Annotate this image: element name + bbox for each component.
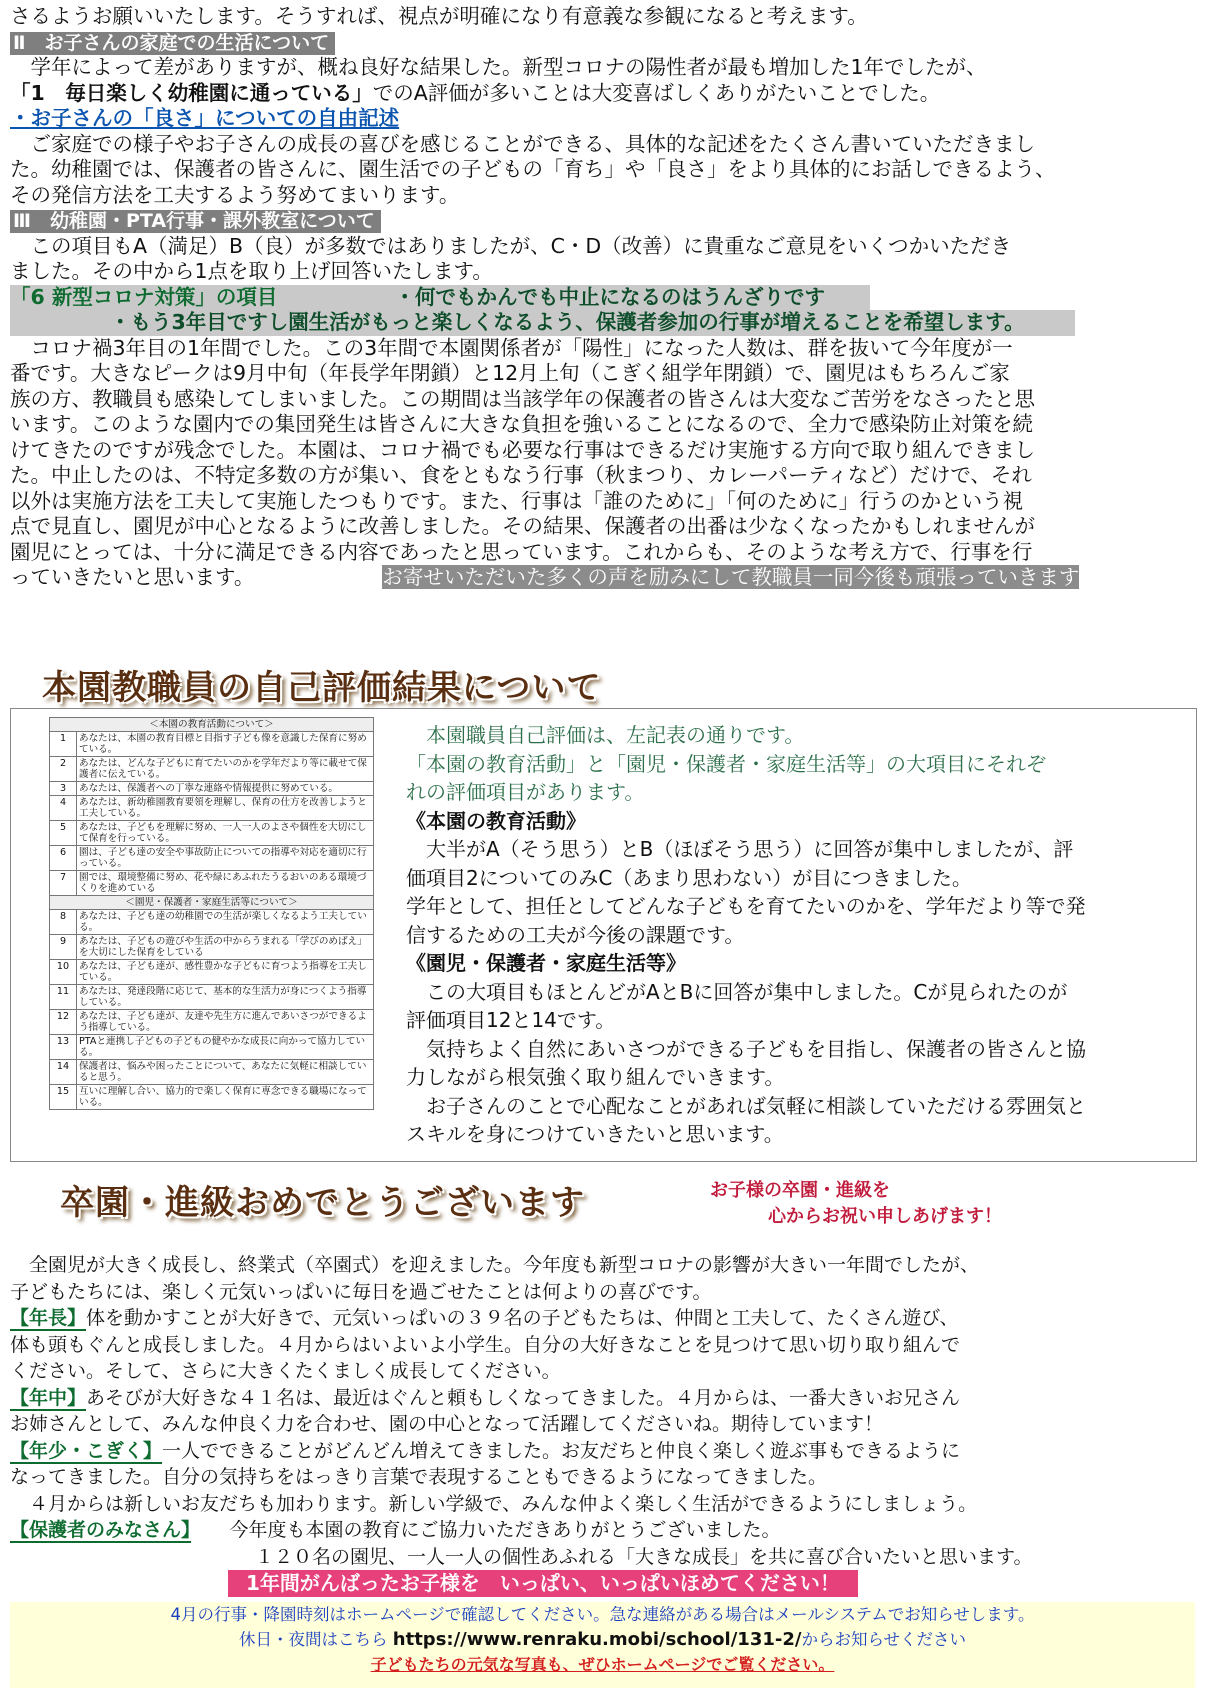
table-row: 6 園は、子ども達の安全や事故防止についての指導や対応を適切に行っている。 <box>50 846 374 871</box>
evaluation-report-section <box>10 4 1195 591</box>
corona-line1: コロナ禍3年目の1年間でした。この3年間で本園関係者が「陽性」になった人数は、群を抜いて今年度が一 <box>10 335 1013 360</box>
corona-line2: 番です。大きなピークは9月中旬（年長学年閉鎖）と12月上旬（こぎく組学年閉鎖）で、園児はもちろんご家 <box>10 361 1010 385</box>
table-row: 14 保護者は、悩みや困ったことについて、あなたに気軽に相談していると思う。 <box>50 1060 374 1085</box>
section2-heading: Ⅱ お子さんの家庭での生活について <box>10 32 335 55</box>
self-eval-text: 本園職員自己評価は、左記表の通りです。 「本園の教育活動」と「園児・保護者・家庭生活等」の大項目にそれぞ れの評価項目があります。 《本園の教育活動》 大半がA（そう思う）とB（ほぼそう思う）に回答が集中しましたが、評 価項目2についてのみC（あまり思わない）が目につきました。 学年として、担任としてどんな子どもを育てたいのかを、学年だより等で発 信するための工夫が今後の課題です。 《園児・保護者・家庭生活等》 この大項目もほとんどがAとBに回答が集中しました。Cが見られたのが 評価項目12と14です。 気持ちよく自然にあいさつができる子どもを目指し、保護者の皆さんと協 力しながら根気強く取り組んでいきます。 お子さんのことで心配なことがあれば気軽に相談していただける雰囲気と スキルを身につけていきたいと思います。 <box>406 721 1196 1149</box>
section3-line1: この項目もA（満足）B（良）が多数ではありましたが、C・D（改善）に貴重なご意見をいくつかいただき <box>10 233 1012 258</box>
corona-line6: た。中止したのは、不特定多数の方が集い、食をともなう行事（秋まつり、カレーパーティなど）だけで、それ <box>10 463 1032 487</box>
praise-banner: 1年間がんばったお子様を いっぱい、いっぱいほめてください！ <box>228 1570 858 1597</box>
table-row: 3 あなたは、保護者への丁寧な連絡や情報提供に努めている。 <box>50 782 374 796</box>
section2-line2: 「1 毎日楽しく幼稚園に通っている」でのA評価が多いことは大変喜ばしくありがたいことでした。 <box>10 80 941 105</box>
section3-line2: ました。その中から1点を取り上げ回答いたします。 <box>10 259 493 283</box>
congrats-side-message: お子様の卒園・進級を 心からお祝い申しあげます！ <box>710 1180 1002 1227</box>
table-row: 10 あなたは、子ども達が、感性豊かな子どもに育つよう指導を工夫している。 <box>50 960 374 985</box>
corona-line9: 園児にとっては、十分に満足できる内容であったと思っています。これからも、そのような考え方で、行事を行 <box>10 539 1033 564</box>
table-row: 7 園では、環境整備に努め、花や緑にあふれたうるおいのある環境づくりを進めている <box>50 871 374 896</box>
table-header-a: ＜本園の教育活動について＞ <box>50 718 374 732</box>
table-row: 4 あなたは、新幼稚園教育要領を理解し、保育の仕方を改善しようと工夫している。 <box>50 796 374 821</box>
table-row: 5 あなたは、子どもを理解に努め、一人一人のよさや個性を大切にして保育を行っている。 <box>50 821 374 846</box>
congrats-body: 全園児が大きく成長し、終業式（卒園式）を迎えました。今年度も新型コロナの影響が大きい一年間でしたが、 子どもたちには、楽しく元気いっぱいに毎日を過ごせたことは何よりの喜びです。 【年長】体を動かすことが大好きで、元気いっぱいの３９名の子どもたちは、仲間と工夫して、たくさん遊び、 体も頭もぐんと成長しました。４月からはいよいよ小学生。自分の大好きなことを見つけて思い切り取り組んで ください。そして、さらに大きくたくましく成長してください。 【年中】あそびが大好きな４１名は、最近はぐんと頼もしくなってきました。４月からは、一番大きいお兄さん お姉さんとして、みんな仲良く力を合わせ、園の中心となって活躍してくださいね。期待しています！ 【年少・こぎく】一人でできることがどんどん増えてきました。お友だちと仲良く楽しく遊ぶ事もできるように なってきました。自分の気持ちをはっきり言葉で表現することもできるようになってきました。 ４月からは新しいお友だちも加わります。新しい学級で、みんな仲よく楽しく生活ができるようにしましょう。 【保護者のみなさん】 今年度も本園の教育にご協力いただきありがとうございました。 １２０名の園児、一人一人の個性あふれる「大きな成長」を共に喜び合いたいと思います。 1年間がんばったお子様を いっぱい、いっぱいほめてください！ <box>10 1254 1033 1595</box>
table-header-b: ＜園児・保護者・家庭生活等について＞ <box>50 896 374 910</box>
free-text-heading: ・お子さんの「良さ」についての自由記述 <box>10 106 400 130</box>
corona-line5: けてきたのですが残念でした。本園は、コロナ禍でも必要な行事はできるだけ実施する方向で取り組んできまし <box>10 437 1035 462</box>
corona-line8: 点で見直し、園児が中心となるように改善しました。その結果、保護者の出番は少なくなったかもしれませんが <box>10 514 1035 538</box>
free-text-line1: ご家庭での様子やお子さんの成長の喜びを感じることができる、具体的な記述をたくさん書いていただきまし <box>10 131 1035 156</box>
tag-nencho: 【年長】 <box>10 1307 87 1329</box>
heading-children-parents: 《園児・保護者・家庭生活等》 <box>406 951 686 975</box>
table-row: 2 あなたは、どんな子どもに育てたいのかを学年だより等に載せて保護者に伝えている。 <box>50 757 374 782</box>
renraku-url-link[interactable]: https://www.renraku.mobi/school/131-2/ <box>392 1629 802 1650</box>
tag-nenchu: 【年中】 <box>10 1386 87 1409</box>
table-row: 1 あなたは、本園の教育目標と目指す子ども像を意識した保育に努めている。 <box>50 732 374 757</box>
free-text-line2: た。幼稚園では、保護者の皆さんに、園生活での子どもの「育ち」や「良さ」をより具体的にお話しできるよう、 <box>10 157 1056 181</box>
item6-band <box>10 285 870 311</box>
item6-opinion2: ・もう3年目ですし園生活がもっと楽しくなるよう、保護者参加の行事が増えることを希望します。 <box>10 310 1075 336</box>
corona-closing: お寄せいただいた多くの声を励みにして教職員一同今後も頑張っていきます <box>382 565 1080 589</box>
intro-line: さるようお願いいたします。そうすれば、視点が明確になり有意義な参観になると考えます。 <box>10 4 868 28</box>
self-eval-box <box>10 708 1197 1162</box>
congrats-banner: 卒園・進級おめでとうございます <box>60 1183 585 1223</box>
corona-line4: います。このような園内での集団発生は皆さんに大きな負担を強いることになるので、全力で感染防止対策を続 <box>10 412 1033 436</box>
free-text-line3: その発信方法を工夫するよう努めてまいります。 <box>10 182 460 207</box>
tag-parents: 【保護者のみなさん】 <box>10 1519 191 1541</box>
table-row: 8 あなたは、子ども達の幼稚園での生活が楽しくなるよう工夫している。 <box>50 910 374 935</box>
heading-education: 《本園の教育活動》 <box>406 808 586 833</box>
table-row: 12 あなたは、子ども達が、友達や先生方に進んであいさつができるよう指導している。 <box>50 1010 374 1035</box>
item6-label: 「6 新型コロナ対策」の項目 <box>10 284 278 309</box>
table-row: 9 あなたは、子どもの遊びや生活の中からうまれる「学びのめばえ」を大切にした保育をしている <box>50 935 374 960</box>
item6-opinion1: ・何でもかんでも中止になるのはうんざりです <box>394 284 826 309</box>
self-eval-table <box>49 717 374 1110</box>
section2-line1: 学年によって差がありますが、概ね良好な結果した。新型コロナの陽性者が最も増加した1年でしたが、 <box>10 55 987 79</box>
table-row: 13 PTAと連携し子どもの子どもの健やかな成長に向かって協力している。 <box>50 1035 374 1060</box>
footer-notice: 4月の行事・降園時刻はホームページで確認してください。急な連絡がある場合はメールシステムでお知らせします。 休日・夜間はこちら https://www.renraku.mobi/school/131-2/からお知らせください 子どもたちの元気な写真も、ぜひホームページでご覧ください。 <box>10 1602 1195 1688</box>
tag-nensho: 【年少・こぎく】 <box>10 1439 163 1462</box>
corona-line7: 以外は実施方法を工夫して実施したつもりです。また、行事は「誰のために」「何のために」行うのかという視 <box>10 488 1024 513</box>
self-eval-banner: 本園教職員の自己評価結果について <box>42 668 602 708</box>
corona-line10: っていきたいと思います。 お寄せいただいた多くの声を励みにして教職員一同今後も頑張っていきます <box>10 565 1080 589</box>
item1-label: 「1 毎日楽しく幼稚園に通っている」 <box>10 80 373 105</box>
corona-line3: 族の方、教職員も感染してしまいました。この期間は当該学年の保護者の皆さんは大変なご苦労をなさったと思 <box>10 386 1035 411</box>
section3-heading: Ⅲ 幼稚園・PTA行事・課外教室について <box>10 210 381 233</box>
table-row: 15 互いに理解し合い、協力的で楽しく保育に専念できる職場になっている。 <box>50 1085 374 1110</box>
table-row: 11 あなたは、発達段階に応じて、基本的な生活力が身につくよう指導している。 <box>50 985 374 1010</box>
